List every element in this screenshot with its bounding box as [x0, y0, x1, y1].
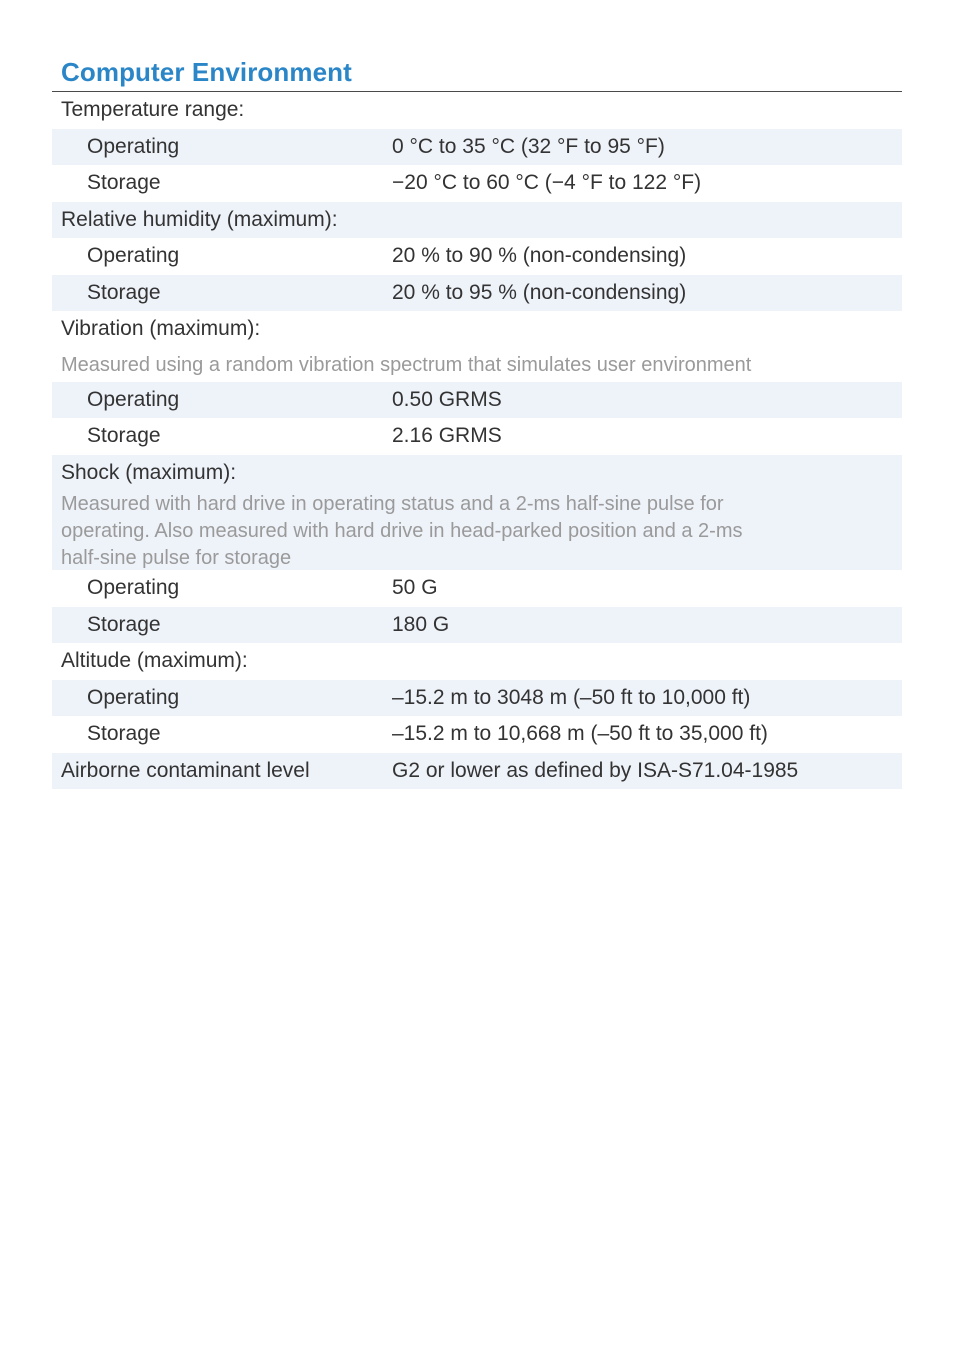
page-title: Computer Environment	[61, 57, 352, 87]
shock-note	[52, 491, 902, 570]
shock-note-line: Measured with hard drive in operating status and a 2-ms half-sine pulse for	[61, 493, 724, 515]
vibration-storage-label: Storage	[87, 424, 161, 447]
humidity-storage-label: Storage	[87, 280, 161, 304]
altitude-operating-value: –15.2 m to 3048 m (–50 ft to 10,000 ft)	[392, 685, 751, 709]
humidity-operating-label: Operating	[87, 244, 180, 267]
vibration-storage-row	[52, 418, 902, 455]
temperature-operating-value: 0 °C to 35 °C (32 °F to 95 °F)	[392, 134, 665, 158]
altitude-operating-label: Operating	[87, 685, 180, 709]
temperature-operating-row	[52, 129, 902, 166]
temperature-heading-row	[52, 92, 902, 129]
airborne-contaminant-label: Airborne contaminant level	[61, 758, 310, 782]
shock-heading-row	[52, 455, 902, 492]
humidity-heading: Relative humidity (maximum):	[61, 207, 338, 231]
vibration-operating-row	[52, 382, 902, 419]
environment-spec-table	[52, 92, 902, 789]
shock-operating-value: 50 G	[392, 576, 438, 599]
temperature-storage-value: −20 °C to 60 °C (−4 °F to 122 °F)	[392, 171, 702, 194]
humidity-operating-value: 20 % to 90 % (non-condensing)	[392, 244, 687, 267]
altitude-storage-value: –15.2 m to 10,668 m (–50 ft to 35,000 ft)	[392, 722, 768, 745]
shock-storage-value: 180 G	[392, 612, 450, 636]
temperature-storage-label: Storage	[87, 171, 161, 194]
temperature-storage-row	[52, 165, 902, 202]
vibration-heading-row	[52, 311, 902, 348]
shock-note-line: operating. Also measured with hard drive in head-parked position and a 2-ms	[61, 520, 743, 542]
altitude-storage-label: Storage	[87, 722, 161, 745]
airborne-contaminant-row	[52, 753, 902, 790]
airborne-contaminant-value: G2 or lower as defined by ISA-S71.04-1985	[392, 758, 799, 782]
shock-heading: Shock (maximum):	[61, 460, 237, 484]
vibration-heading: Vibration (maximum):	[61, 317, 261, 340]
vibration-note: Measured using a random vibration spectrum that simulates user environment	[61, 353, 752, 376]
humidity-heading-row	[52, 202, 902, 239]
altitude-operating-row	[52, 680, 902, 717]
temperature-operating-label: Operating	[87, 134, 180, 158]
temperature-heading: Temperature range:	[61, 98, 245, 121]
humidity-storage-row	[52, 275, 902, 312]
vibration-operating-value: 0.50 GRMS	[392, 387, 502, 411]
humidity-operating-row	[52, 238, 902, 275]
altitude-heading: Altitude (maximum):	[61, 649, 248, 672]
altitude-heading-row	[52, 643, 902, 680]
shock-note-line: half-sine pulse for storage	[61, 547, 292, 569]
vibration-storage-value: 2.16 GRMS	[392, 424, 502, 447]
altitude-storage-row	[52, 716, 902, 753]
shock-storage-row	[52, 607, 902, 644]
humidity-storage-value: 20 % to 95 % (non-condensing)	[392, 280, 687, 304]
vibration-operating-label: Operating	[87, 387, 180, 411]
shock-operating-label: Operating	[87, 576, 180, 599]
shock-storage-label: Storage	[87, 612, 161, 636]
shock-operating-row	[52, 570, 902, 607]
